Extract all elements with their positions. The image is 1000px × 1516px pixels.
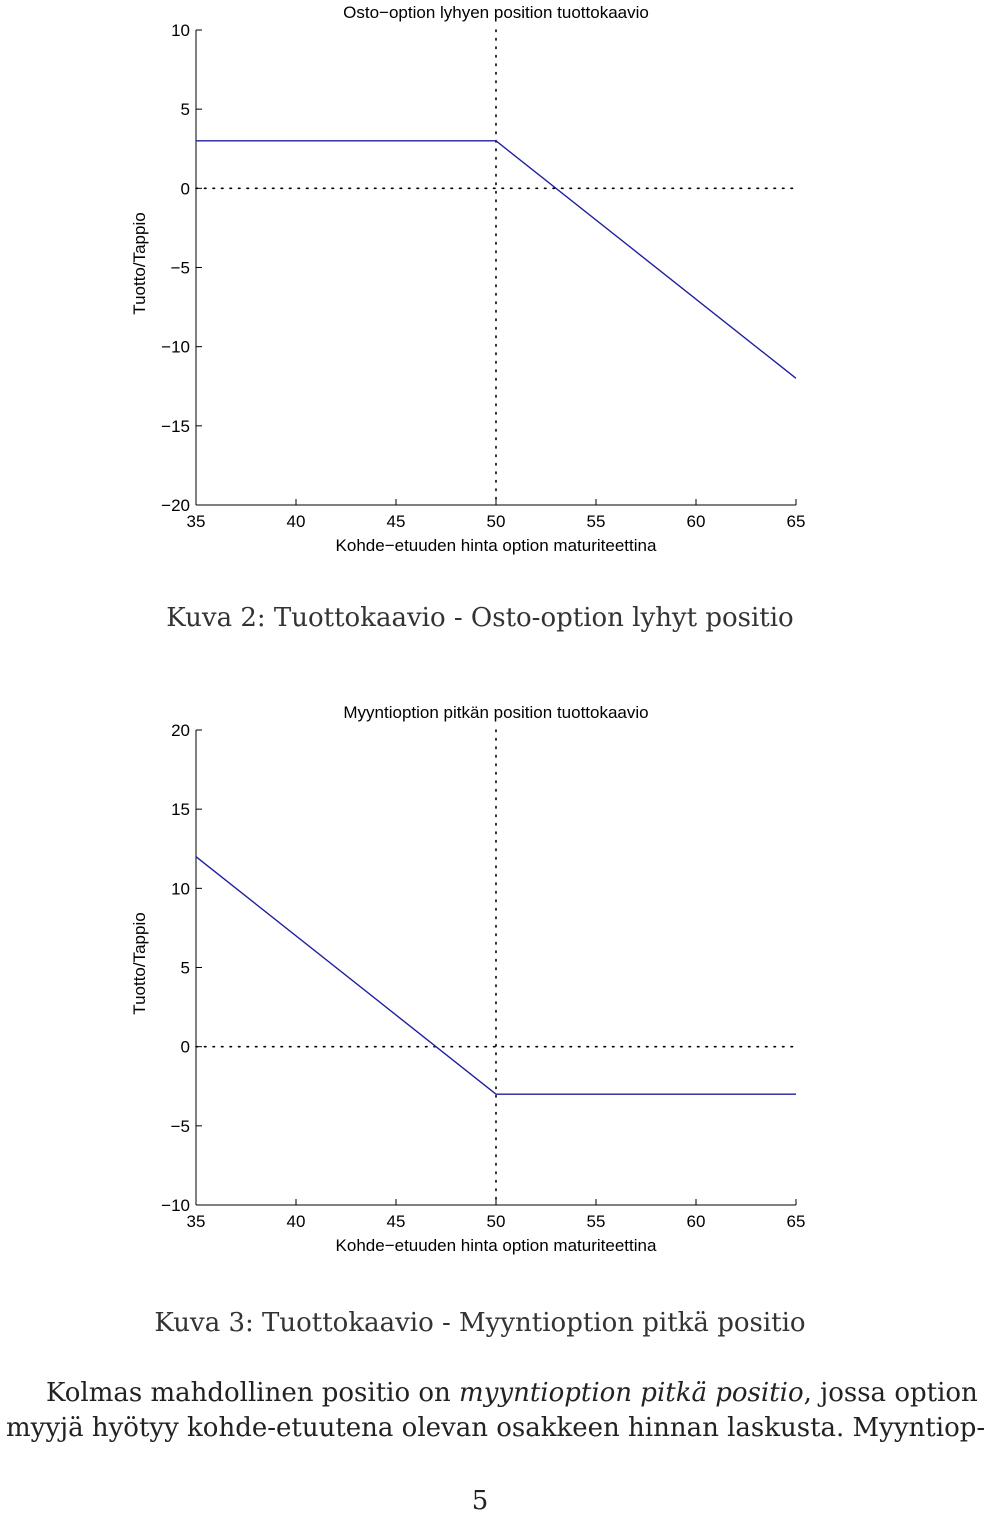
x-tick-label: 60 bbox=[686, 512, 706, 531]
y-tick-label: −10 bbox=[161, 1196, 190, 1215]
paragraph-text: Kolmas mahdollinen positio on bbox=[46, 1378, 460, 1408]
x-tick-label: 65 bbox=[786, 512, 806, 531]
x-tick-label: 35 bbox=[186, 512, 206, 531]
y-tick-label: 20 bbox=[171, 721, 190, 740]
y-tick-label: 0 bbox=[180, 1037, 190, 1057]
x-tick-label: 45 bbox=[386, 1212, 406, 1231]
emphasized-term: myyntioption pitkä positio bbox=[459, 1378, 804, 1408]
y-tick-label: −20 bbox=[161, 496, 190, 515]
figure-caption-2: Kuva 2: Tuottokaavio - Osto-option lyhyt positio bbox=[166, 603, 794, 633]
chart-title: Osto−option lyhyen position tuottokaavio bbox=[343, 3, 649, 22]
y-tick-label: −10 bbox=[161, 337, 190, 357]
paragraph-line-1 bbox=[46, 1376, 1000, 1411]
chart-title: Myyntioption pitkän position tuottokaavio bbox=[343, 703, 649, 722]
x-tick-label: 55 bbox=[586, 512, 606, 531]
y-tick-label: 10 bbox=[171, 879, 190, 899]
y-tick-label: 15 bbox=[171, 800, 190, 820]
y-tick-label: −5 bbox=[170, 258, 190, 278]
paragraph-text: , jossa option bbox=[803, 1378, 978, 1408]
x-tick-label: 60 bbox=[686, 1212, 706, 1231]
x-tick-label: 50 bbox=[486, 1212, 506, 1231]
x-tick-label: 45 bbox=[386, 512, 406, 531]
y-axis-label: Tuotto/Tappio bbox=[130, 912, 149, 1015]
y-tick-label: 5 bbox=[180, 958, 190, 978]
y-axis-label: Tuotto/Tappio bbox=[130, 212, 149, 315]
y-tick-label: 0 bbox=[180, 179, 190, 199]
x-tick-label: 40 bbox=[286, 1212, 306, 1231]
y-tick-label: 5 bbox=[180, 100, 190, 120]
x-tick-label: 35 bbox=[186, 1212, 206, 1231]
x-tick-label: 50 bbox=[486, 512, 506, 531]
x-tick-label: 55 bbox=[586, 1212, 606, 1231]
x-axis-label: Kohde−etuuden hinta option maturiteettina bbox=[335, 536, 657, 555]
chart-long-put-payoff bbox=[0, 700, 960, 1265]
x-axis-label: Kohde−etuuden hinta option maturiteettina bbox=[335, 1236, 657, 1255]
page-number: 5 bbox=[471, 1486, 489, 1516]
x-tick-label: 40 bbox=[286, 512, 306, 531]
y-tick-label: −5 bbox=[170, 1116, 190, 1136]
y-tick-label: 10 bbox=[171, 21, 190, 40]
paragraph-line-2: myyjä hyötyy kohde-etuutena olevan osakkeen hinnan laskusta. Myyntiop- bbox=[6, 1413, 986, 1443]
chart-short-call-payoff bbox=[0, 0, 960, 560]
y-tick-label: −15 bbox=[161, 416, 190, 436]
figure-caption-3: Kuva 3: Tuottokaavio - Myyntioption pitkä positio bbox=[154, 1308, 806, 1338]
x-tick-label: 65 bbox=[786, 1212, 806, 1231]
